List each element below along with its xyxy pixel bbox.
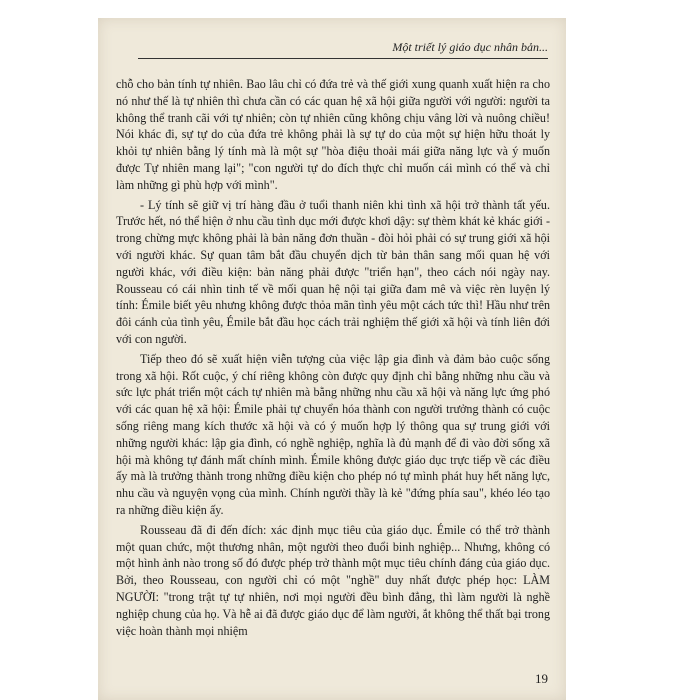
paragraph-4: Rousseau đã đi đến đích: xác định mục tiêu của giáo dục. Émile có thể trở thành một quan chức, một thương nhân, một người theo đuổi binh nghiệp... Nhưng, không có một hình ảnh nào trong số đó được phép trở thành một mục tiêu chính đáng của giáo dục. Bởi, theo Rousseau, con người chỉ có một "nghề" duy nhất được phép học: LÀM NGƯỜI: "trong trật tự tự nhiên, nơi mọi người đều bình đẳng, thì làm người là nghề nghiệp chung của họ. Và hễ ai đã được giáo dục để làm người, ắt không thể thất bại trong việc hoàn thành mọi nhiệm (116, 522, 550, 638)
header-rule (138, 58, 548, 59)
page-number: 19 (535, 671, 548, 686)
book-page (98, 18, 566, 700)
paragraph-3: Tiếp theo đó sẽ xuất hiện viễn tượng của việc lập gia đình và đảm bảo cuộc sống trong xã hội. Rốt cuộc, ý chí riêng không còn được quy định chỉ bằng những nhu cầu và sức lực phát triển một cách tự nhiên mà bằng những nhu cầu xã hội và năng lực ứng phó với các quan hệ xã hội: Émile phải tự chuyển hóa thành con người trưởng thành có cuộc sống riêng mang kích thước xã hội và có ý muốn hợp lý thông qua sự trung giới với những người khác: lập gia đình, có nghề nghiệp, nghĩa là đủ mạnh để đi vào đời sống xã hội mà không tự đánh mất chính mình. Émile không được giáo dục trực tiếp về các điều ấy mà là trưởng thành trong những điều kiện cho phép nó tự mình phát huy hết năng lực, nhu cầu và nguyện vọng của mình. Chính người thầy là kẻ "đứng phía sau", khéo léo tạo ra những điều kiện ấy. (116, 351, 550, 517)
paragraph-2: - Lý tính sẽ giữ vị trí hàng đầu ở tuổi thanh niên khi tình xã hội trở thành tất yếu. Trước hết, nó thể hiện ở nhu cầu tình dục mới được khơi dậy: sự thèm khát kẻ khác giới - trong chừng mực không phải là bản năng đơn thuần - đòi hỏi phải có sự trung giới xã hội với người khác. Sự quan tâm bắt đầu chuyển dịch từ bản thân sang mối quan hệ với người khác, với điều kiện: bản năng phải được "triển hạn", theo cách nói ngày nay. Rousseau có cái nhìn tinh tế về mối quan hệ nội tại giữa đam mê và việc rèn luyện lý tính: Émile biết yêu nhưng không được thỏa mãn tình yêu một cách tức thì! Hầu như trên đôi cánh của tình yêu, Émile bắt đầu học cách trải nghiệm thế giới xã hội và tính liên đới với con người. (116, 197, 550, 346)
running-header: Một triết lý giáo dục nhân bản... (392, 40, 548, 54)
paragraph-1: chỗ cho bản tính tự nhiên. Bao lâu chỉ có đứa trẻ và thế giới xung quanh xuất hiện ra cho nó như thế là tự nhiên thì chưa cần có các quan hệ xã hội giữa người với người: người ta không thể tranh cãi với tự nhiên; còn tự nhiên cũng không chịu vâng lời và nuông chiều! Nói khác đi, sự tự do của đứa trẻ không phải là sự tự do của một sự hiện hữu thoát ly khỏi tự nhiên bằng lý tính mà là một sự "hòa điệu thoải mái giữa năng lực và ý muốn được Tự nhiên mang lại"; "con người tự do đích thực chỉ muốn cái mình có thể và chỉ làm những gì phù hợp với mình". (116, 77, 550, 192)
body-text (116, 76, 550, 639)
